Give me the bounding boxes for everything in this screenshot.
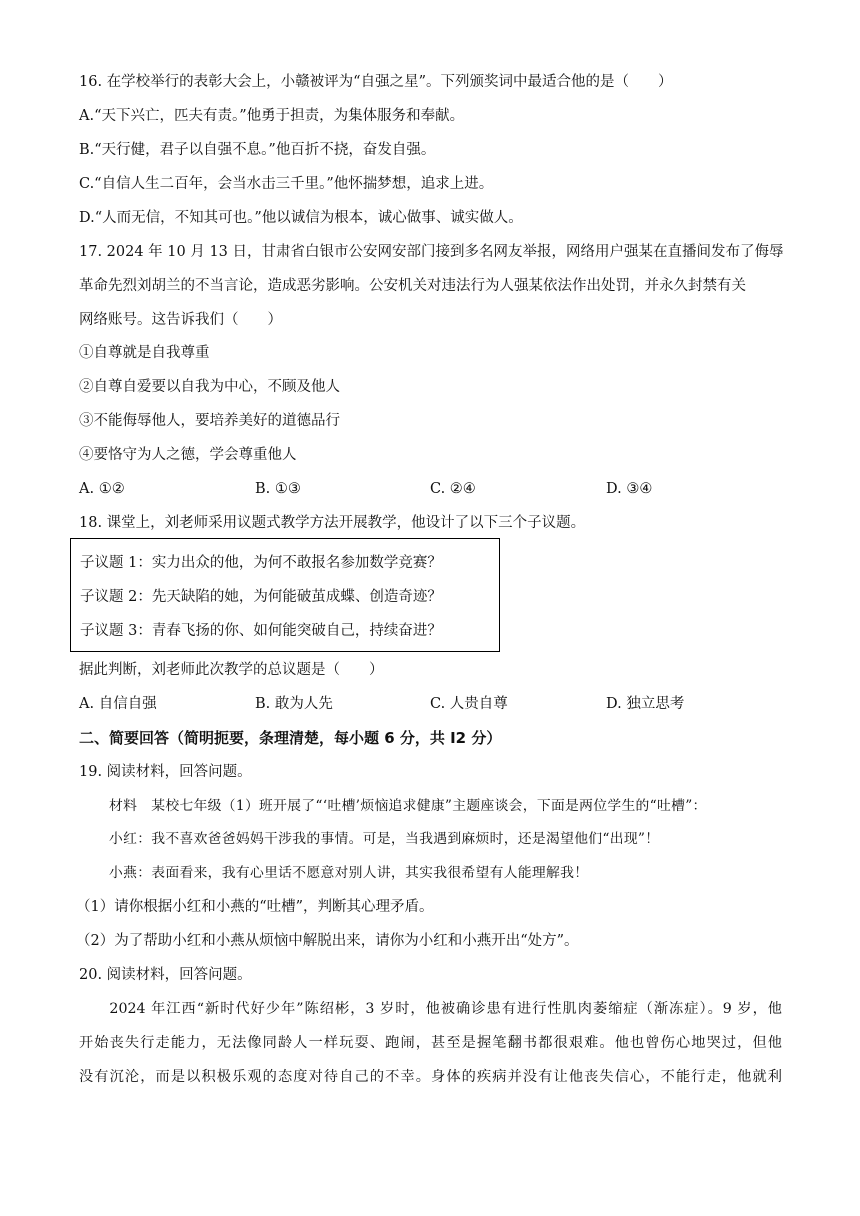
q18-sub-topic-box [70, 538, 500, 652]
q16-option-d: D.“人而无信，不知其可也。”他以诚信为根本，诚心做事、诚实做人。 [79, 210, 523, 226]
q18-option-b: B. 敢为人先 [255, 696, 333, 712]
q20-paragraph-line-2: 开始丧失行走能力，无法像同龄人一样玩耍、跑闹，甚至是握笔翻书都很艰难。他也曾伤心地哭过，但他 [79, 1035, 782, 1051]
q20-paragraph-line-1: 2024 年江西“新时代好少年”陈绍彬，3 岁时，他被确诊患有进行性肌肉萎缩症（渐冻症）。9 岁，他 [79, 1001, 782, 1017]
q17-statement-3: ③不能侮辱他人，要培养美好的道德品行 [79, 413, 340, 429]
q19-xiaoyan-quote: 小燕：表面看来，我有心里话不愿意对别人讲，其实我很希望有人能理解我！ [109, 865, 589, 881]
q17-stem-line-3: 网络账号。这告诉我们（ ） [79, 312, 282, 328]
q19-material: 材料 某校七年级（1）班开展了“‘吐槽’烦恼追求健康”主题座谈会，下面是两位学生的“吐槽”： [109, 798, 707, 814]
q20-paragraph-line-3: 没有沉沦，而是以积极乐观的态度对待自己的不幸。身体的疾病并没有让他丧失信心，不能行走，他就利 [79, 1069, 782, 1085]
q16-option-a: A.“天下兴亡，匹夫有责。”他勇于担责，为集体服务和奉献。 [79, 108, 465, 124]
q18-option-c: C. 人贵自尊 [430, 696, 508, 712]
section-2-heading: 二、简要回答（简明扼要，条理清楚，每小题 6 分，共 I2 分） [79, 729, 502, 747]
q18-sub-topic-3: 子议题 3：青春飞扬的你、如何能突破自己，持续奋进？ [80, 623, 442, 639]
q18-sub-topic-1: 子议题 1：实力出众的他，为何不敢报名参加数学竞赛？ [80, 555, 442, 571]
q17-option-a: A. ①② [79, 481, 125, 497]
q20-stem: 20. 阅读材料，回答问题。 [79, 967, 252, 983]
q19-xiaohong-quote: 小红：我不喜欢爸爸妈妈干涉我的事情。可是，当我遇到麻烦时，还是渴望他们“出现”！ [109, 831, 660, 847]
q18-option-d: D. 独立思考 [606, 696, 685, 712]
q17-option-d: D. ③④ [606, 481, 653, 497]
q17-option-b: B. ①③ [255, 481, 301, 497]
q18-follow-up: 据此判断，刘老师此次教学的总议题是（ ） [79, 662, 384, 678]
q18-option-a: A. 自信自强 [79, 696, 157, 712]
q17-statement-4: ④要恪守为人之德，学会尊重他人 [79, 447, 297, 463]
q19-part-2: （2）为了帮助小红和小燕从烦恼中解脱出来，请你为小红和小燕开出“处方”。 [76, 933, 579, 949]
q19-part-1: （1）请你根据小红和小燕的“吐槽”，判断其心理矛盾。 [76, 899, 434, 915]
q17-stem-line-1: 17. 2024 年 10 月 13 日，甘肃省白银市公安网安部门接到多名网友举报，网络用户强某在直播间发布了侮辱 [79, 244, 784, 260]
q17-statement-1: ①自尊就是自我尊重 [79, 345, 210, 361]
q18-stem: 18. 课堂上，刘老师采用议题式教学方法开展教学，他设计了以下三个子议题。 [79, 515, 586, 531]
q19-stem: 19. 阅读材料，回答问题。 [79, 764, 252, 780]
q16-option-c: C.“自信人生二百年，会当水击三千里。”他怀揣梦想，追求上进。 [79, 176, 494, 192]
q17-stem-line-2: 革命先烈刘胡兰的不当言论，造成恶劣影响。公安机关对违法行为人强某依法作出处罚，并永久封禁有关 [79, 278, 746, 294]
q18-sub-topic-2: 子议题 2：先天缺陷的她，为何能破茧成蝶、创造奇迹？ [80, 589, 442, 605]
q16-option-b: B.“天行健，君子以自强不息。”他百折不挠，奋发自强。 [79, 142, 436, 158]
q16-stem: 16. 在学校举行的表彰大会上，小赣被评为“自强之星”。下列颁奖词中最适合他的是（ ） [79, 74, 673, 90]
q17-option-c: C. ②④ [430, 481, 476, 497]
q17-statement-2: ②自尊自爱要以自我为中心，不顾及他人 [79, 379, 340, 395]
